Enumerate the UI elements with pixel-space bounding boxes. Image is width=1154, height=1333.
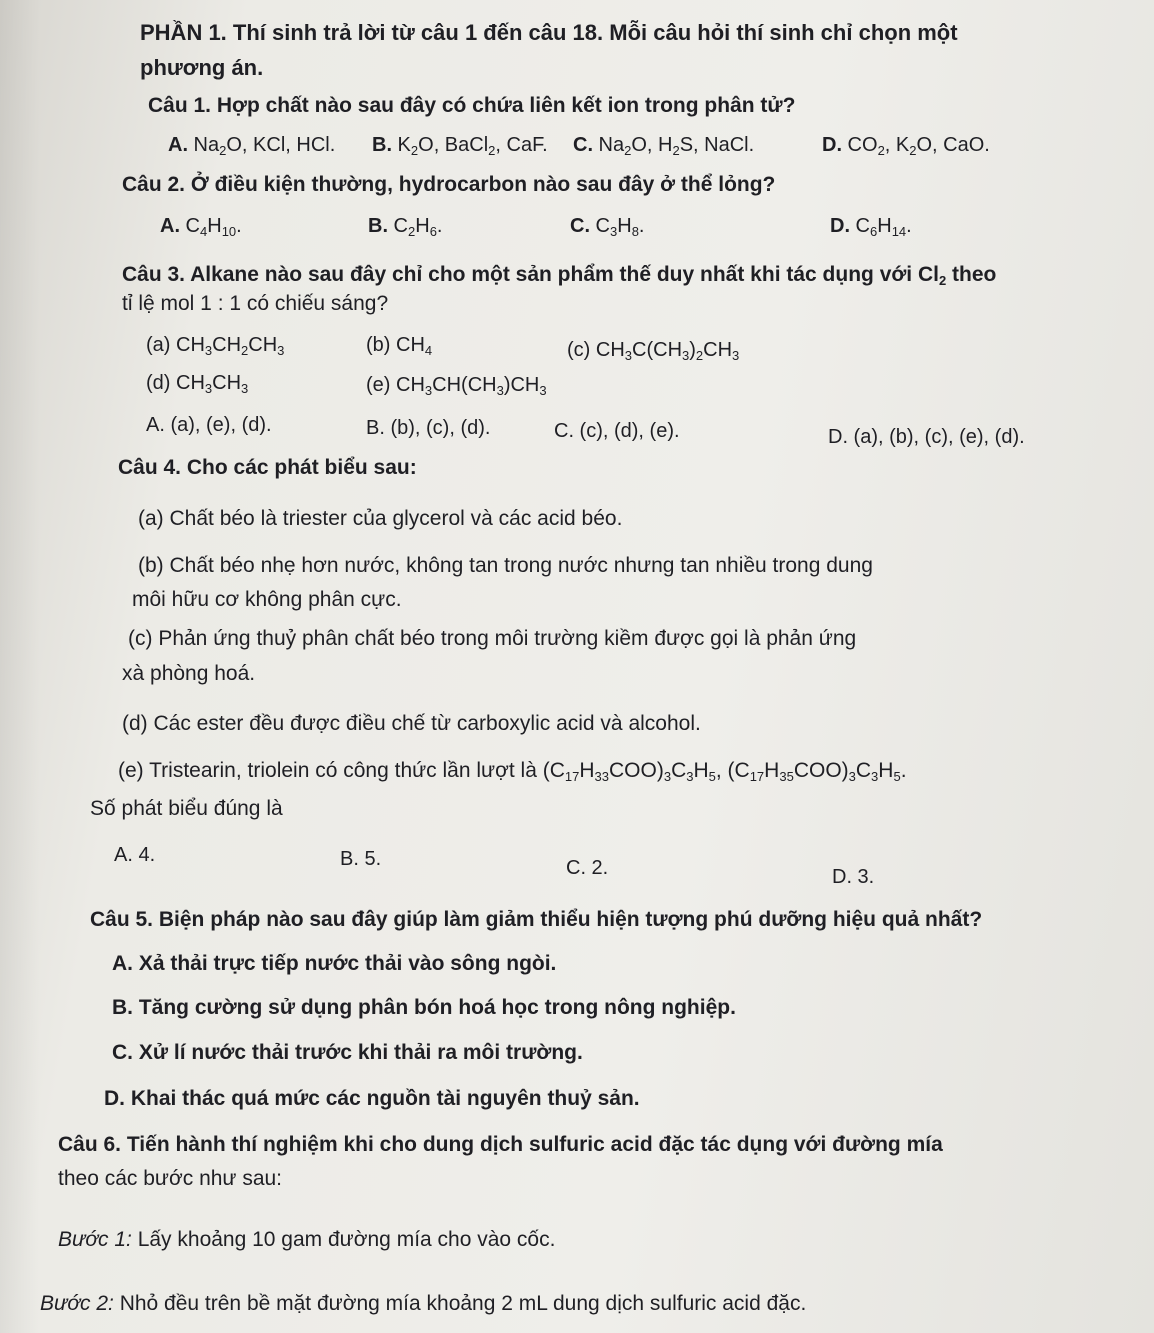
q4-statement-d: (d) Các ester đều được điều chế từ carboxylic acid và alcohol.: [122, 712, 701, 735]
q6-stem: Câu 6. Tiến hành thí nghiệm khi cho dung dịch sulfuric acid đặc tác dụng với đường mía: [58, 1133, 943, 1156]
q3-option-d[interactable]: D. (a), (b), (c), (e), (d).: [828, 426, 1025, 448]
q5-option-d[interactable]: D. Khai thác quá mức các nguồn tài nguyên thuỷ sản.: [104, 1087, 640, 1110]
q3-stem: Câu 3. Alkane nào sau đây chỉ cho một sản phẩm thế duy nhất khi tác dụng với $Cl_2$ theo: [122, 263, 997, 288]
q3-item-e: (e) $CH_3CH(CH_3)CH_3$: [366, 374, 547, 398]
q4-statement-b1: (b) Chất béo nhẹ hơn nước, không tan trong nước nhưng tan nhiều trong dung: [138, 554, 873, 577]
q1-option-d[interactable]: D. $CO_2$, $K_2O$, CaO.: [822, 134, 990, 158]
q6-step-2: Bước 2: Nhỏ đều trên bề mặt đường mía khoảng 2 mL dung dịch sulfuric acid đặc.: [40, 1292, 807, 1315]
q5-option-a[interactable]: A. Xả thải trực tiếp nước thải vào sông ngòi.: [112, 952, 557, 975]
q4-question: Số phát biểu đúng là: [90, 797, 283, 820]
q1-option-c[interactable]: C. $Na_2O$, $H_2S$, NaCl.: [573, 134, 755, 158]
q6-step-1: Bước 1: Lấy khoảng 10 gam đường mía cho vào cốc.: [58, 1228, 556, 1251]
q4-option-c[interactable]: C. 2.: [566, 857, 609, 879]
q2-option-d[interactable]: D. $C_6H_{14}$.: [830, 215, 912, 239]
q2-option-b[interactable]: B. $C_2H_6$.: [368, 215, 443, 239]
q2-stem: Câu 2. Ở điều kiện thường, hydrocarbon nào sau đây ở thể lỏng?: [122, 173, 776, 196]
q5-option-b[interactable]: B. Tăng cường sử dụng phân bón hoá học trong nông nghiệp.: [112, 996, 736, 1019]
q3-option-a[interactable]: A. (a), (e), (d).: [146, 414, 272, 436]
q4-statement-b2: môi hữu cơ không phân cực.: [132, 588, 402, 611]
q6-stem-cont: theo các bước như sau:: [58, 1167, 283, 1190]
page-shadow: [0, 0, 40, 1333]
q5-option-c[interactable]: C. Xử lí nước thải trước khi thải ra môi trường.: [112, 1041, 583, 1064]
section-title: PHẦN 1. Thí sinh trả lời từ câu 1 đến câu 18. Mỗi câu hỏi thí sinh chỉ chọn một: [140, 20, 958, 45]
q1-option-a[interactable]: A. $Na_2O$, KCl, HCl.: [168, 134, 336, 158]
q4-option-b[interactable]: B. 5.: [340, 848, 382, 870]
q4-statement-a: (a) Chất béo là triester của glycerol và các acid béo.: [138, 507, 623, 530]
q3-item-c: (c) $CH_3C(CH_3)_2CH_3$: [567, 339, 740, 363]
q3-item-b: (b) $CH_4$: [366, 334, 433, 358]
q4-option-d[interactable]: D. 3.: [832, 866, 875, 888]
q2-option-c[interactable]: C. $C_3H_8$.: [570, 215, 645, 239]
q4-statement-c1: (c) Phản ứng thuỷ phân chất béo trong môi trường kiềm được gọi là phản ứng: [128, 627, 857, 650]
q5-stem: Câu 5. Biện pháp nào sau đây giúp làm giảm thiểu hiện tượng phú dưỡng hiệu quả nhất?: [90, 908, 983, 931]
q1-stem: Câu 1. Hợp chất nào sau đây có chứa liên kết ion trong phân tử?: [148, 94, 796, 117]
q4-stem: Câu 4. Cho các phát biểu sau:: [118, 456, 417, 479]
q2-option-a[interactable]: A. $C_4H_{10}$.: [160, 215, 242, 239]
q1-option-b[interactable]: B. $K_2O$, BaCl$_2$, CaF.: [372, 134, 548, 158]
q4-statement-e: (e) Tristearin, triolein có công thức lần lượt là $(C_{17}H_{33}COO)_3C_3H_5$, $(C_{17}H_{35}COO)_3C_3H_5$.: [118, 759, 907, 784]
q3-option-c[interactable]: C. (c), (d), (e).: [554, 420, 680, 442]
q3-item-a: (a) $CH_3CH_2CH_3$: [146, 334, 285, 358]
q4-statement-c2: xà phòng hoá.: [122, 662, 256, 685]
q3-item-d: (d) $CH_3CH_3$: [146, 372, 249, 396]
q3-option-b[interactable]: B. (b), (c), (d).: [366, 417, 491, 439]
q3-stem-cont: tỉ lệ mol 1 : 1 có chiếu sáng?: [122, 292, 389, 315]
q4-option-a[interactable]: A. 4.: [114, 844, 156, 866]
section-title-cont: phương án.: [140, 55, 264, 80]
